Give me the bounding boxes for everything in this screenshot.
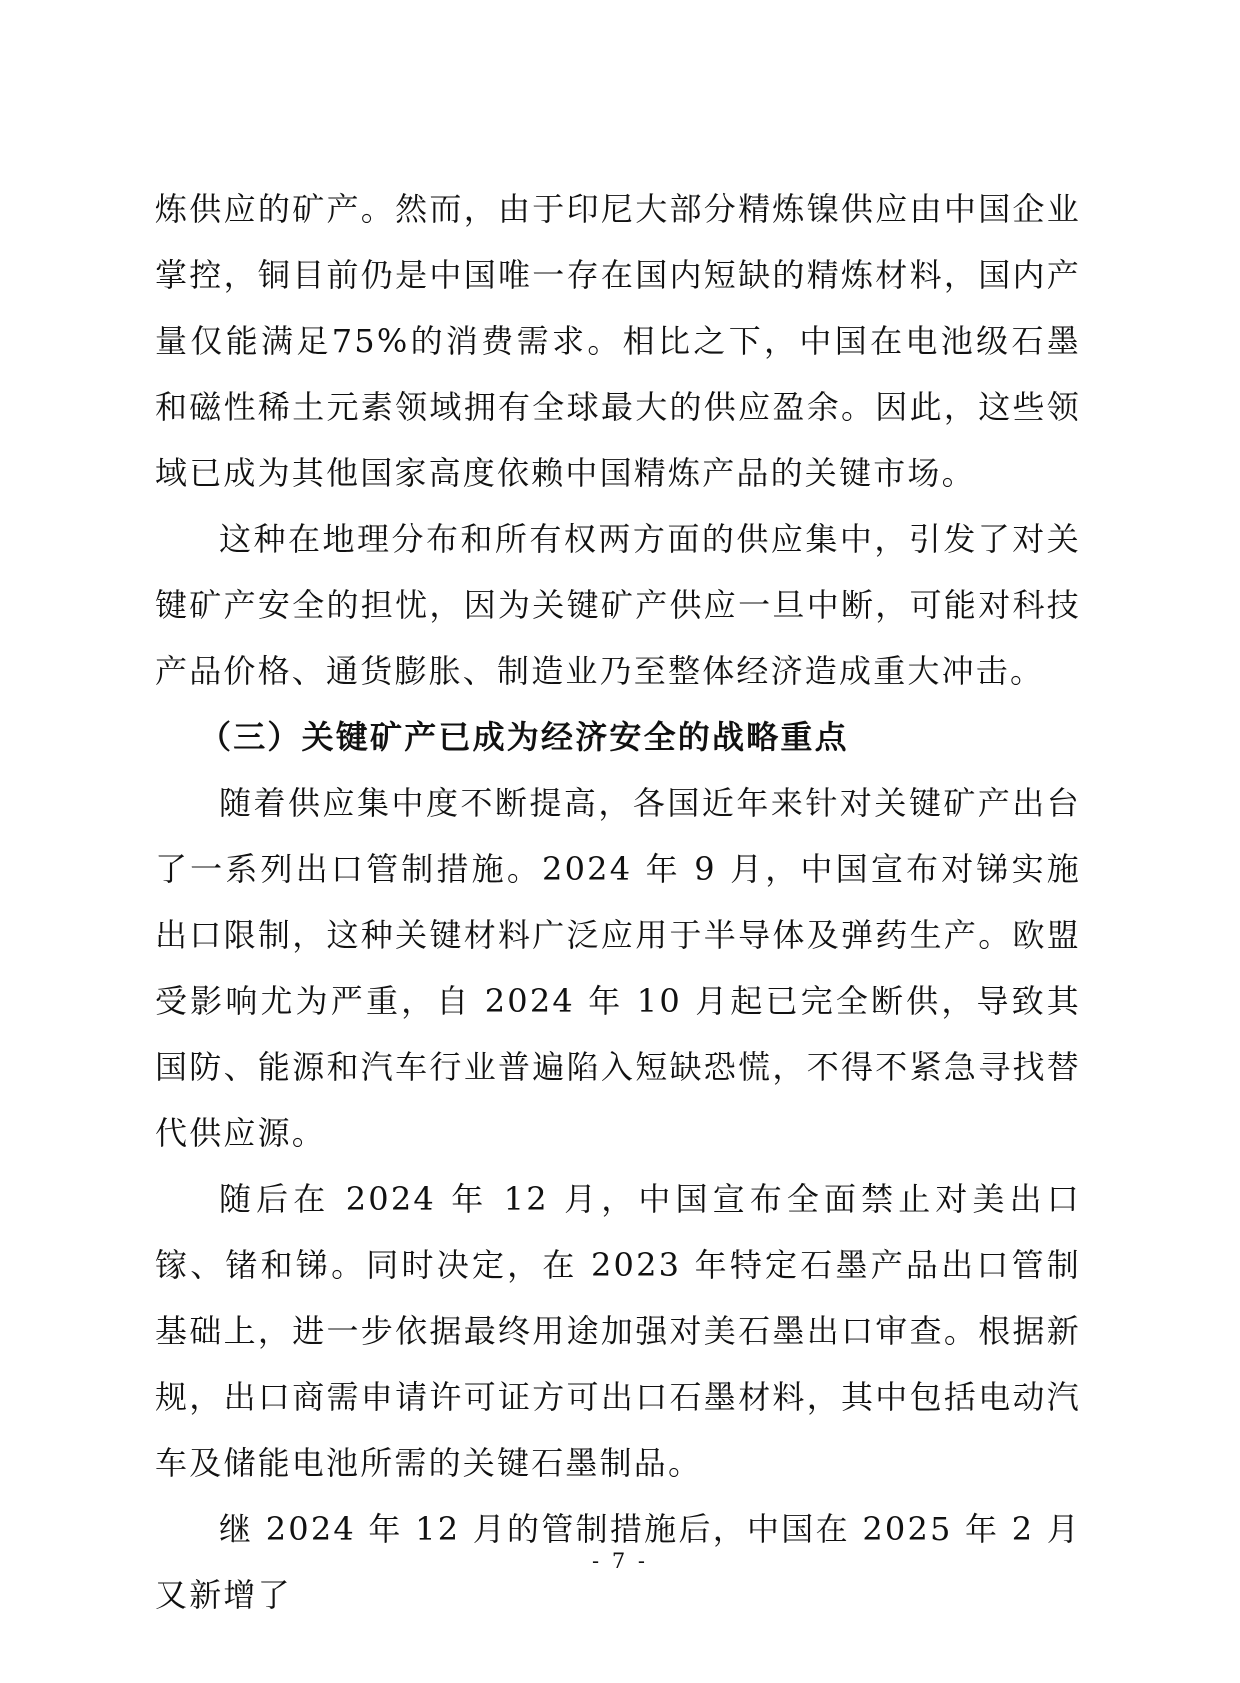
- paragraph-december-ban: 随后在 2024 年 12 月，中国宣布全面禁止对美出口镓、锗和锑。同时决定，在 2023 年特定石墨产品出口管制基础上，进一步依据最终用途加强对美石墨出口审查。根据新规，出口商需申请许可证方可出口石墨材料，其中包括电动汽车及储能电池所需的关键石墨制品。: [155, 1180, 1081, 1482]
- paragraph-export-controls: 随着供应集中度不断提高，各国近年来针对关键矿产出台了一系列出口管制措施。2024 年 9 月，中国宣布对锑实施出口限制，这种关键材料广泛应用于半导体及弹药生产。欧盟受影响尤为严重，自 2024 年 10 月起已完全断供，导致其国防、能源和汽车行业普遍陷入短缺恐慌，不得不紧急寻找替代供应源。: [155, 784, 1081, 1152]
- paragraph-continuation: 炼供应的矿产。然而，由于印尼大部分精炼镍供应由中国企业掌控，铜目前仍是中国唯一存在国内短缺的精炼材料，国内产量仅能满足75%的消费需求。相比之下，中国在电池级石墨和磁性稀土元素领域拥有全球最大的供应盈余。因此，这些领域已成为其他国家高度依赖中国精炼产品的关键市场。: [155, 190, 1081, 492]
- paragraph-february-additions: 继 2024 年 12 月的管制措施后，中国在 2025 年 2 月又新增了: [155, 1510, 1081, 1614]
- section-heading: （三）关键矿产已成为经济安全的战略重点: [199, 718, 849, 756]
- body-text: [155, 176, 1081, 1628]
- page-number: - 7 -: [592, 1549, 648, 1573]
- paragraph-supply-concentration: 这种在地理分布和所有权两方面的供应集中，引发了对关键矿产安全的担忧，因为关键矿产供应一旦中断，可能对科技产品价格、通货膨胀、制造业乃至整体经济造成重大冲击。: [155, 520, 1081, 690]
